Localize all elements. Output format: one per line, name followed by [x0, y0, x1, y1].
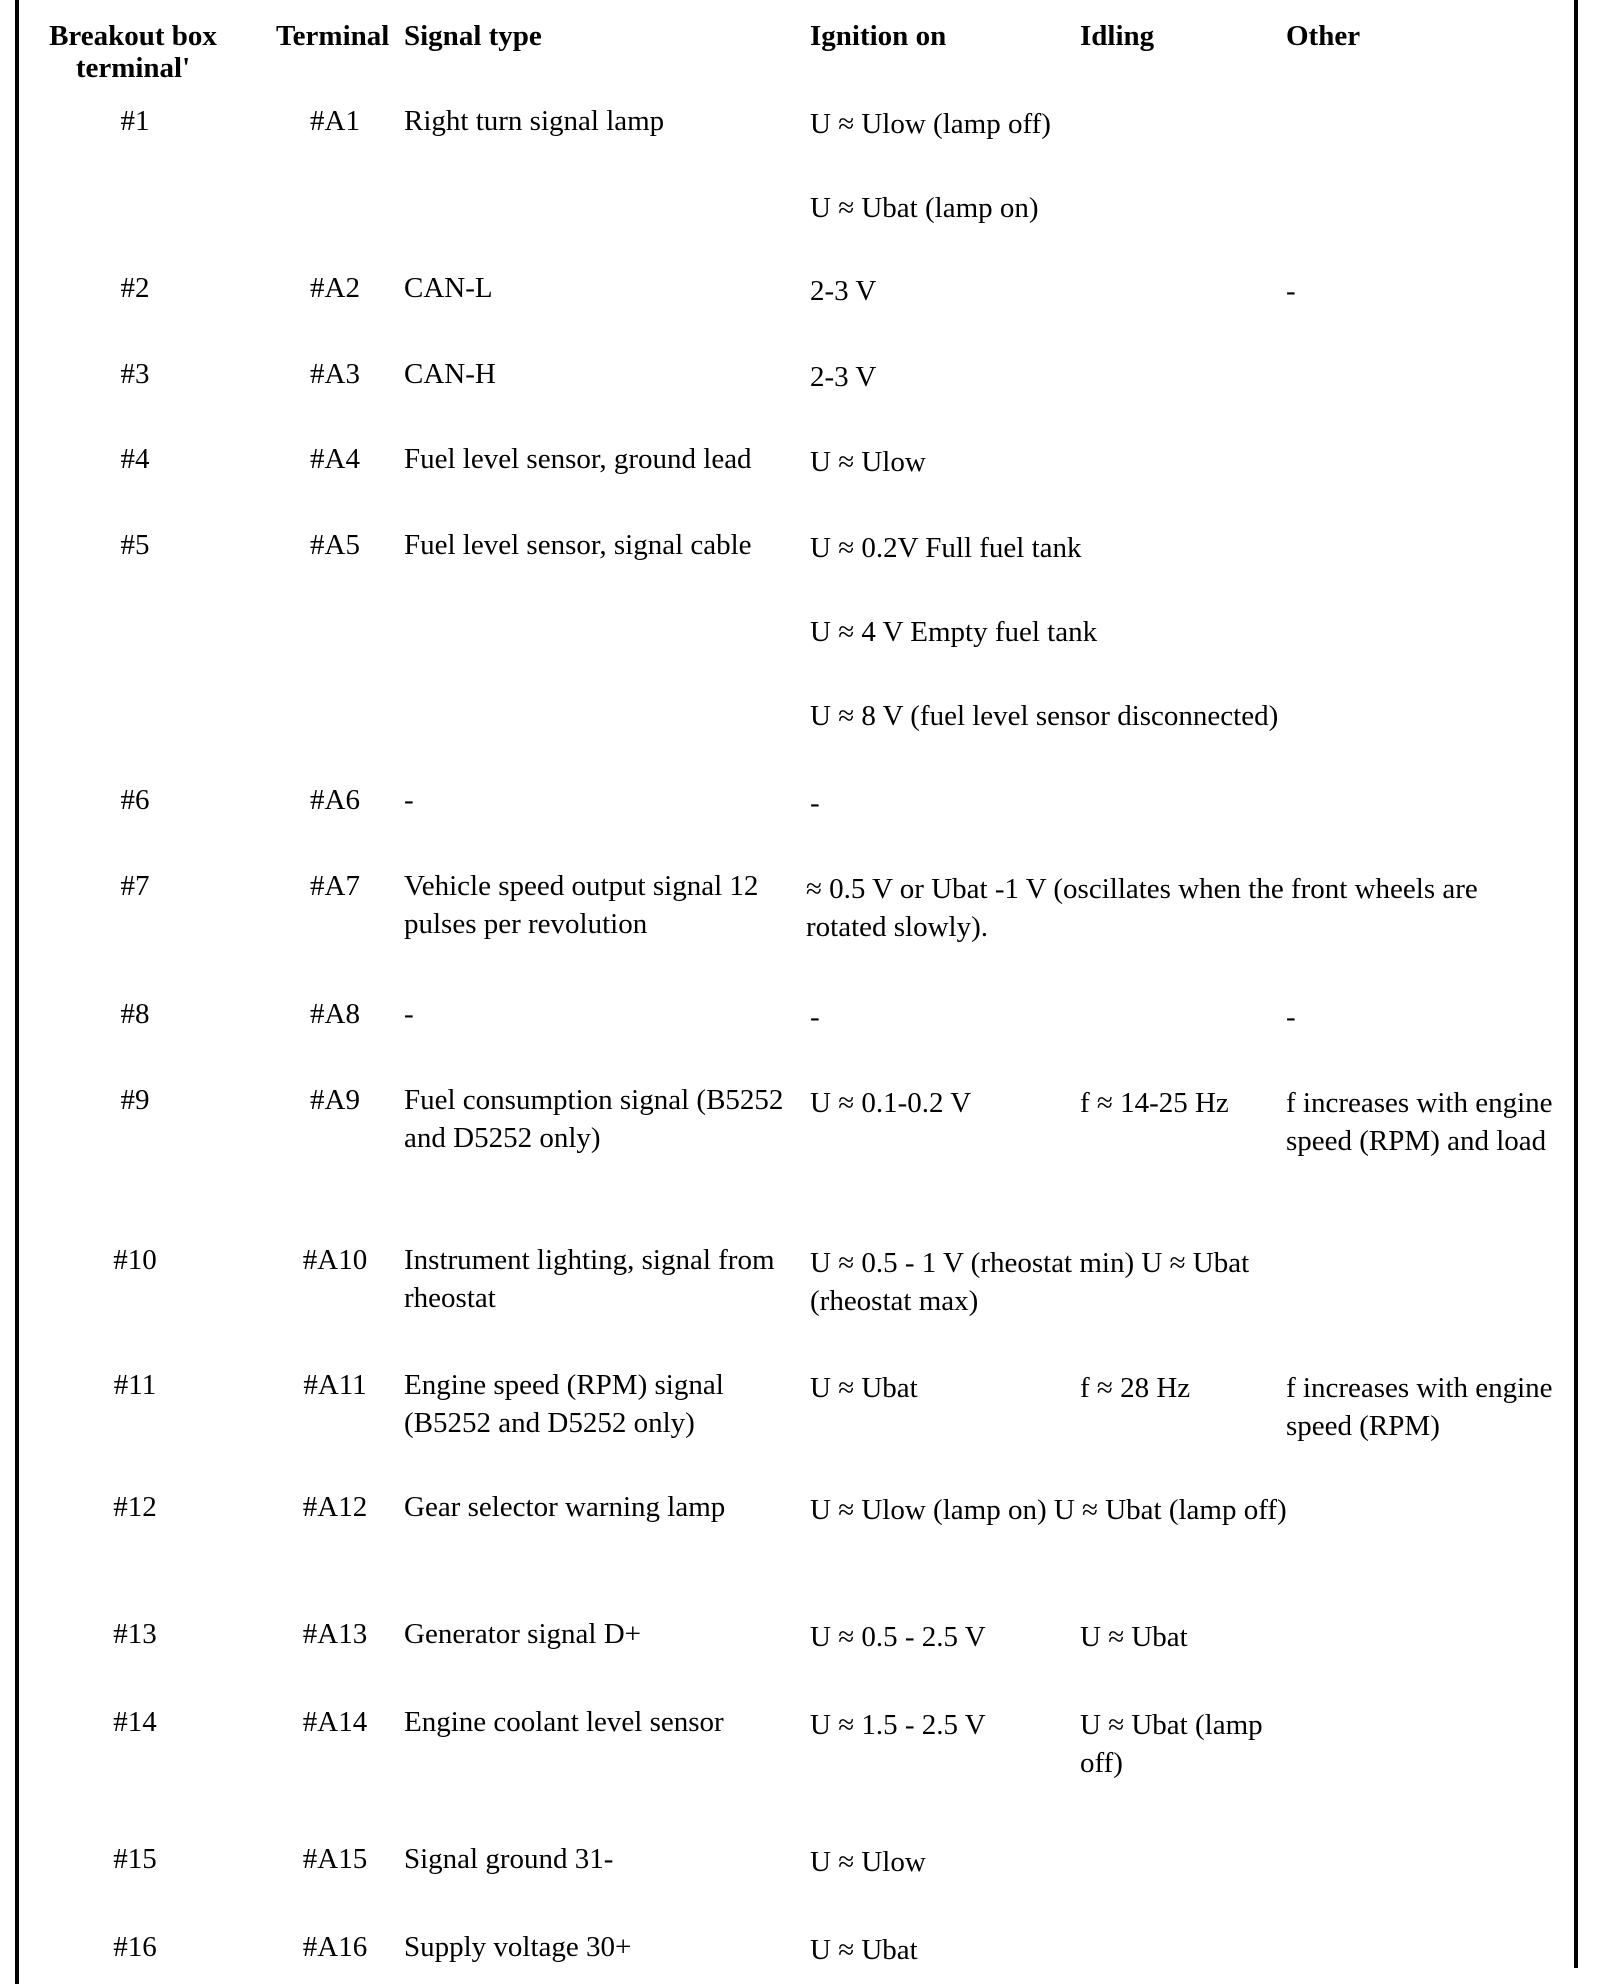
- ignition-on-cell: U ≈ 4 V Empty fuel tank: [810, 616, 1098, 648]
- terminal-cell: #A15: [302, 1843, 368, 1875]
- ignition-on-cell: U ≈ Ulow: [810, 1846, 926, 1878]
- signal-type-cell: Fuel consumption signal (B5252 and D5252 only): [404, 1084, 784, 1154]
- terminal-cell: #A10: [302, 1244, 368, 1276]
- signal-type-cell: Fuel level sensor, ground lead: [404, 443, 752, 475]
- header-signal-type: Signal type: [404, 20, 542, 52]
- signal-type-cell: Generator signal D+: [404, 1618, 641, 1650]
- ignition-on-cell: 2-3 V: [810, 361, 877, 393]
- terminal-cell: #A9: [310, 1084, 360, 1116]
- signal-type-cell: Instrument lighting, signal from rheostat: [404, 1244, 775, 1314]
- ignition-on-cell: 2-3 V: [810, 275, 877, 307]
- terminal-cell: #A6: [310, 784, 360, 816]
- terminal-cell: #A2: [310, 272, 360, 304]
- breakout-box-terminal-cell: #8: [120, 998, 150, 1030]
- terminal-cell: #A4: [310, 443, 360, 475]
- breakout-box-terminal-cell: #3: [120, 358, 150, 390]
- header-terminal: Terminal: [276, 20, 390, 52]
- ignition-on-cell: U ≈ 1.5 - 2.5 V: [810, 1709, 986, 1741]
- signal-type-cell: Engine coolant level sensor: [404, 1706, 724, 1738]
- signal-type-cell: Engine speed (RPM) signal (B5252 and D5252 only): [404, 1369, 724, 1439]
- breakout-box-terminal-cell: #12: [113, 1491, 157, 1523]
- other-cell: f increases with engine speed (RPM) and load: [1286, 1087, 1553, 1157]
- ignition-on-cell: U ≈ 8 V (fuel level sensor disconnected): [810, 700, 1279, 732]
- terminal-cell: #A13: [302, 1618, 368, 1650]
- breakout-box-terminal-cell: #13: [113, 1618, 157, 1650]
- other-cell: -: [1286, 275, 1296, 307]
- signal-type-cell: Right turn signal lamp: [404, 105, 665, 137]
- terminal-cell: #A8: [310, 998, 360, 1030]
- breakout-box-terminal-cell: #9: [120, 1084, 150, 1116]
- header-idling: Idling: [1080, 20, 1155, 52]
- other-cell: f increases with engine speed (RPM): [1286, 1372, 1553, 1442]
- terminal-cell: #A12: [302, 1491, 368, 1523]
- breakout-box-terminal-cell: #16: [113, 1931, 157, 1963]
- breakout-box-terminal-cell: #5: [120, 529, 150, 561]
- breakout-box-terminal-cell: #4: [120, 443, 150, 475]
- breakout-box-terminal-cell: #14: [113, 1706, 157, 1738]
- signal-type-cell: CAN-H: [404, 358, 496, 390]
- ignition-on-cell: U ≈ 0.5 - 2.5 V: [810, 1621, 986, 1653]
- ignition-on-cell: U ≈ Ubat: [810, 1934, 918, 1966]
- idling-cell: f ≈ 28 Hz: [1080, 1372, 1191, 1404]
- breakout-box-terminal-cell: #11: [113, 1369, 157, 1401]
- ignition-on-cell: -: [810, 1001, 820, 1033]
- terminal-cell: #A7: [310, 870, 360, 902]
- terminal-cell: #A14: [302, 1706, 368, 1738]
- header-breakout-box-terminal: Breakout box terminal': [49, 20, 217, 84]
- ignition-on-cell: U ≈ 0.1-0.2 V: [810, 1087, 972, 1119]
- breakout-box-terminal-cell: #1: [120, 105, 150, 137]
- signal-type-cell: Vehicle speed output signal 12 pulses per revolution: [404, 870, 759, 940]
- ignition-on-cell: ≈ 0.5 V or Ubat -1 V (oscillates when the front wheels are rotated slowly).: [806, 873, 1478, 943]
- signal-type-cell: Supply voltage 30+: [404, 1931, 632, 1963]
- signal-type-cell: CAN-L: [404, 272, 493, 304]
- ignition-on-cell: U ≈ 0.2V Full fuel tank: [810, 532, 1082, 564]
- terminal-cell: #A5: [310, 529, 360, 561]
- signal-type-cell: Fuel level sensor, signal cable: [404, 529, 752, 561]
- terminal-cell: #A11: [303, 1369, 367, 1401]
- idling-cell: f ≈ 14-25 Hz: [1080, 1087, 1229, 1119]
- breakout-box-terminal-cell: #2: [120, 272, 150, 304]
- ignition-on-cell: U ≈ Ulow (lamp off): [810, 108, 1051, 140]
- idling-cell: U ≈ Ubat: [1080, 1621, 1188, 1653]
- ignition-on-cell: U ≈ Ulow (lamp on) U ≈ Ubat (lamp off): [810, 1494, 1287, 1526]
- ignition-on-cell: -: [810, 787, 820, 819]
- ignition-on-cell: U ≈ Ulow: [810, 446, 926, 478]
- signal-type-cell: -: [404, 998, 414, 1030]
- header-ignition-on: Ignition on: [810, 20, 947, 52]
- ignition-on-cell: U ≈ 0.5 - 1 V (rheostat min) U ≈ Ubat (rheostat max): [810, 1247, 1250, 1317]
- ignition-on-cell: U ≈ Ubat (lamp on): [810, 192, 1039, 224]
- other-cell: -: [1286, 1001, 1296, 1033]
- ignition-on-cell: U ≈ Ubat: [810, 1372, 918, 1404]
- header-other: Other: [1286, 20, 1361, 52]
- signal-type-cell: -: [404, 784, 414, 816]
- table-left-border: [15, 0, 19, 1984]
- idling-cell: U ≈ Ubat (lamp off): [1080, 1709, 1263, 1779]
- signal-type-cell: Signal ground 31-: [404, 1843, 614, 1875]
- breakout-box-terminal-cell: #6: [120, 784, 150, 816]
- signal-type-cell: Gear selector warning lamp: [404, 1491, 726, 1523]
- terminal-cell: #A1: [310, 105, 360, 137]
- breakout-box-terminal-cell: #10: [113, 1244, 157, 1276]
- breakout-box-terminal-cell: #7: [120, 870, 150, 902]
- terminal-cell: #A3: [310, 358, 360, 390]
- breakout-box-terminal-cell: #15: [113, 1843, 157, 1875]
- terminal-cell: #A16: [302, 1931, 368, 1963]
